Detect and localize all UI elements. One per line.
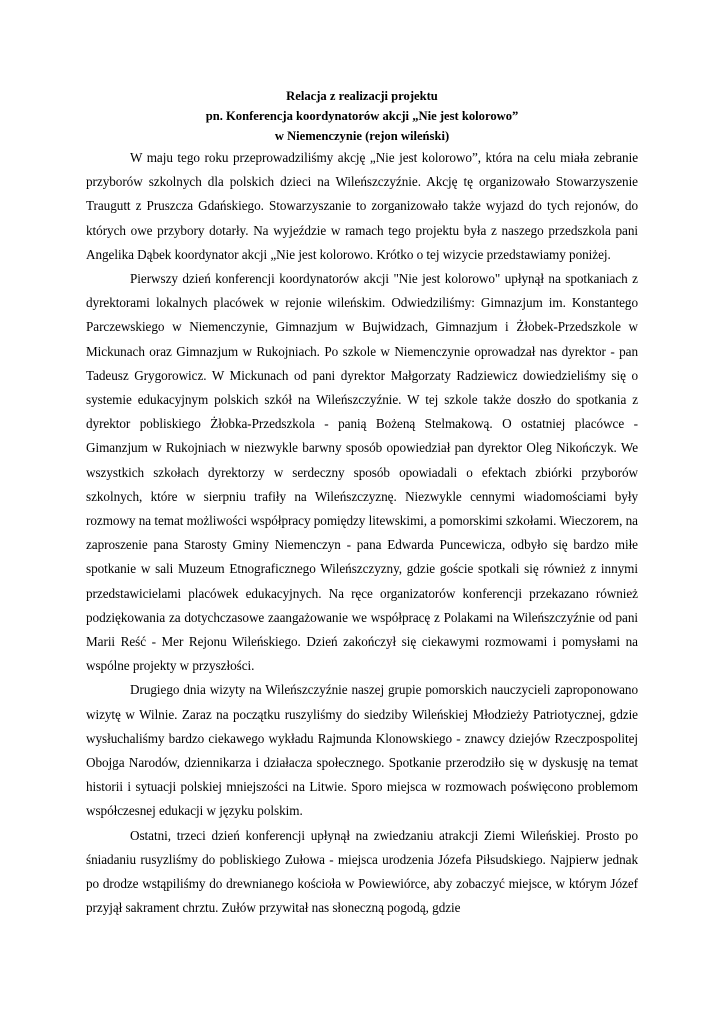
document-page <box>86 86 638 921</box>
title-line-2: pn. Konferencja koordynatorów akcji „Nie jest kolorowo” <box>205 109 519 123</box>
title-line-3: w Niemenczynie (rejon wileński) <box>274 129 450 143</box>
title-line-1: Relacja z realizacji projektu <box>286 89 438 103</box>
paragraph-1: W maju tego roku przeprowadziliśmy akcję „Nie jest kolorowo”, która na celu miała zebranie przyborów szkolnych dla polskich dzieci na Wileńszczyźnie. Akcję tę organizowało Stowarzyszenie Traugutt z Pruszcza Gdańskiego. Stowarzyszanie to zorganizowało także wyjazd do tych rejonów, do których owe przybory dotarły. Na wyjeździe w ramach tego projektu była z naszego przedszkola pani Angelika Dąbek koordynator akcji „Nie jest kolorowo. Krótko o tej wizycie przedstawiamy poniżej. <box>86 150 638 262</box>
paragraph-2: Pierwszy dzień konferencji koordynatorów akcji "Nie jest kolorowo" upłynął na spotkaniach z dyrektorami lokalnych placówek w rejonie wileńskim. Odwiedziliśmy: Gimnazjum im. Konstantego Parczewskiego w Niemenczynie, Gimnazjum w Bujwidzach, Gimnazjum i Żłobek-Przedszkole w Mickunach oraz Gimnazjum w Rukojniach. Po szkole w Niemenczynie oprowadzał nas dyrektor - pan Tadeusz Grygorowicz. W Mickunach od pani dyrektor Małgorzaty Radziewicz dowiedzieliśmy się o systemie edukacyjnym polskich szkół na Wileńszczyźnie. W tej szkole także doszło do spotkania z dyrektor pobliskiego Żłobka-Przedszkola - panią Bożeną Stelmakową. O ostatniej placówce - Gimanzjum w Rukojniach w niezwykle barwny sposób opowiedział pan dyrektor Oleg Nikończyk. We wszystkich szkołach dyrektorzy w serdeczny sposób opowiadali o efektach zbiórki przyborów szkolnych, które w sierpniu trafiły na Wileńszczyznę. Niezwykle cennymi wiadomościami były rozmowy na temat możliwości współpracy pomiędzy litewskimi, a pomorskimi szkołami. Wieczorem, na zaproszenie pana Starosty Gminy Niemenczyn - pana Edwarda Puncewicza, odbyło się bardzo miłe spotkanie w sali Muzeum Etnograficznego Wileńszczyzny, gdzie goście spotkali się również z innymi przedstawicielami placówek edukacyjnych. Na ręce organizatorów konferencji przekazano również podziękowania za dotychczasowe zaangażowanie we współpracę z Polakami na Wileńszczyźnie od pani Marii Reść - Mer Rejonu Wileńskiego. Dzień zakończył się ciekawymi rozmowami i pomysłami na wspólne projekty w przyszłości. <box>86 271 638 674</box>
document-title <box>86 86 638 146</box>
paragraph-3: Drugiego dnia wizyty na Wileńszczyźnie naszej grupie pomorskich nauczycieli zaproponowano wizytę w Wilnie. Zaraz na początku ruszyliśmy do siedziby Wileńskiej Młodzieży Patriotycznej, gdzie wysłuchaliśmy bardzo ciekawego wykładu Rajmunda Klonowskiego - znawcy dziejów Rzeczpospolitej Obojga Narodów, dziennikarza i działacza społecznego. Spotkanie przerodziło się w dyskusję na temat historii i sytuacji polskiej mniejszości na Litwie. Sporo miejsca w rozmowach poświęcono problemom współczesnej edukacji w języku polskim. <box>86 682 638 819</box>
paragraph-4: Ostatni, trzeci dzień konferencji upłynął na zwiedzaniu atrakcji Ziemi Wileńskiej. Prosto po śniadaniu rusyzliśmy do pobliskiego Zułowa - miejsca urodzenia Józefa Piłsudskiego. Najpierw jednak po drodze wstąpiliśmy do drewnianego kościoła w Powiewiórce, aby zobaczyć miejsce, w którym Józef przyjął sakrament chrztu. Zułów przywitał nas słoneczną pogodą, gdzie <box>86 827 638 916</box>
